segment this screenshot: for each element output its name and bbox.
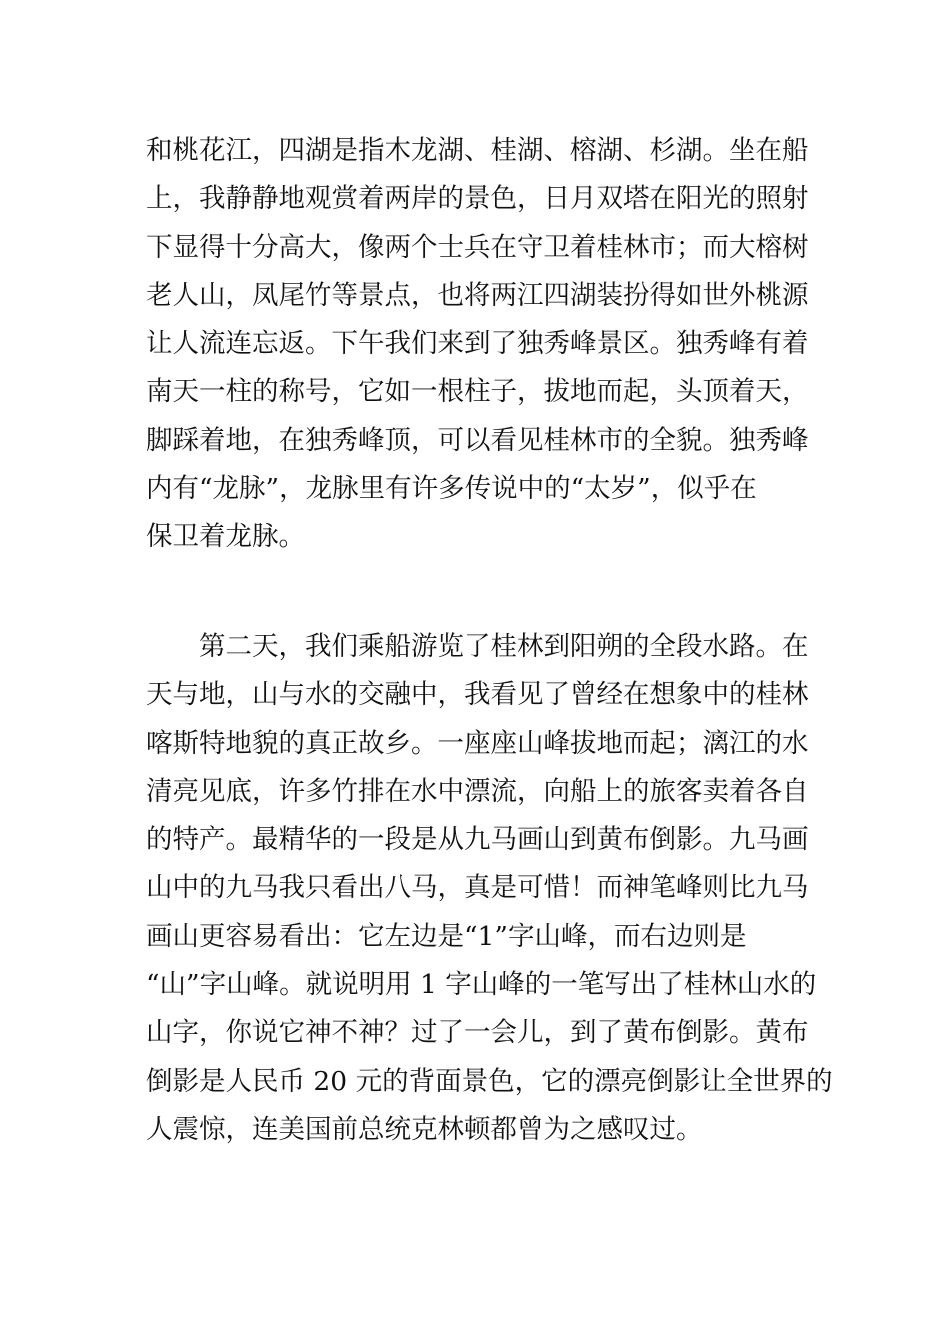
text-line: 倒影是人民币 20 元的背面景色，它的漂亮倒影让全世界的	[146, 1065, 833, 1097]
text-line: 下显得十分高大，像两个士兵在守卫着桂林市；而大榕树	[146, 231, 809, 263]
text-line: 清亮见底，许多竹排在水中漂流，向船上的旅客卖着各自	[146, 775, 809, 807]
text-line: 画山更容易看出：它左边是“1”字山峰，而右边则是	[146, 920, 747, 952]
text-line: “山”字山峰。就说明用 1 字山峰的一笔写出了桂林山水的	[146, 969, 817, 1001]
text-line: 喀斯特地貌的真正故乡。一座座山峰拔地而起；漓江的水	[146, 727, 809, 759]
text-line: 人震惊，连美国前总统克林顿都曾为之感叹过。	[146, 1113, 703, 1145]
text-line: 老人山，凤尾竹等景点，也将两江四湖装扮得如世外桃源	[146, 279, 809, 311]
text-line: 和桃花江，四湖是指木龙湖、桂湖、榕湖、杉湖。坐在船	[146, 135, 809, 166]
text-line: 的特产。最精华的一段是从九马画山到黄布倒影。九马画	[146, 824, 809, 856]
text-line: 南天一柱的称号，它如一根柱子，拔地而起，头顶着天，	[146, 376, 809, 408]
text-line: 第二天，我们乘船游览了桂林到阳朔的全段水路。在	[146, 631, 809, 662]
text-line: 山中的九马我只看出八马，真是可惜！而神笔峰则比九马	[146, 872, 809, 904]
text-line: 内有“龙脉”，龙脉里有许多传说中的“太岁”，似乎在	[146, 473, 757, 505]
text-line: 让人流连忘返。下午我们来到了独秀峰景区。独秀峰有着	[146, 328, 809, 360]
text-line: 天与地，山与水的交融中，我看见了曾经在想象中的桂林	[146, 679, 809, 711]
text-line: 保卫着龙脉。	[146, 521, 305, 553]
text-line: 山字，你说它神不神？过了一会儿，到了黄布倒影。黄布	[146, 1017, 809, 1049]
text-line: 脚踩着地，在独秀峰顶，可以看见桂林市的全貌。独秀峰	[146, 424, 809, 456]
paragraph-1	[146, 127, 816, 562]
paragraph-2	[146, 623, 833, 1154]
text-line: 上，我静静地观赏着两岸的景色，日月双塔在阳光的照射	[146, 183, 809, 215]
